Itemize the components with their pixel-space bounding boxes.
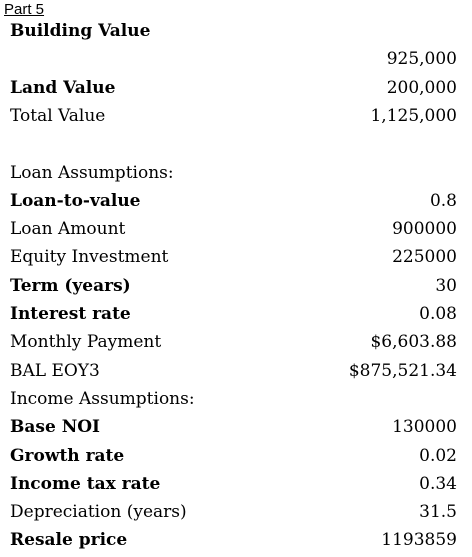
table-row — [0, 526, 472, 554]
row-value: 225000 — [392, 247, 457, 268]
table-row — [0, 498, 472, 526]
row-value: 1193859 — [381, 530, 457, 551]
row-label: Loan-to-value — [10, 190, 141, 211]
row-label: Monthly Payment — [10, 332, 162, 353]
table-row — [0, 102, 472, 130]
row-label: Loan Assumptions: — [10, 162, 174, 183]
row-value: 1,125,000 — [370, 105, 457, 126]
table-row — [0, 159, 472, 187]
row-label: Total Value — [10, 105, 106, 126]
table-row — [0, 130, 472, 158]
table-row — [0, 272, 472, 300]
table-row — [0, 74, 472, 102]
row-value: 0.08 — [419, 304, 457, 324]
row-value: 31.5 — [419, 502, 457, 523]
row-label: Resale price — [10, 530, 128, 551]
row-value: 30 — [435, 275, 457, 296]
row-label: Equity Investment — [10, 247, 169, 268]
table-row — [0, 470, 472, 498]
row-label: Interest rate — [10, 304, 131, 324]
row-value: $6,603.88 — [370, 332, 457, 353]
part-title: Part 5 — [4, 1, 45, 18]
row-label: Depreciation (years) — [10, 502, 187, 523]
row-label: Income Assumptions: — [10, 388, 195, 409]
row-label: Income tax rate — [10, 473, 161, 494]
row-value: 0.8 — [429, 190, 457, 211]
row-value: 0.02 — [419, 445, 457, 466]
table-row — [0, 187, 472, 215]
table-row — [0, 328, 472, 356]
table-row — [0, 357, 472, 385]
row-label: Growth rate — [10, 445, 125, 466]
row-value: 900000 — [392, 219, 457, 240]
row-label: Term (years) — [10, 275, 131, 296]
row-label: Building Value — [10, 21, 151, 41]
row-value: 200,000 — [386, 77, 457, 98]
row-label: Base NOI — [10, 417, 100, 438]
table-row — [0, 243, 472, 271]
table-row — [0, 385, 472, 413]
row-label: Loan Amount — [10, 219, 126, 240]
table-row — [0, 45, 472, 73]
table-row — [0, 413, 472, 441]
table-row — [0, 300, 472, 328]
row-value: $875,521.34 — [348, 360, 457, 381]
row-value: 0.34 — [419, 473, 457, 494]
row-label: Land Value — [10, 77, 116, 98]
table-row — [0, 17, 472, 45]
table-row — [0, 215, 472, 243]
row-value: 130000 — [392, 417, 457, 438]
table-row — [0, 442, 472, 470]
row-label: BAL EOY3 — [10, 360, 100, 381]
row-value: 925,000 — [386, 49, 457, 70]
